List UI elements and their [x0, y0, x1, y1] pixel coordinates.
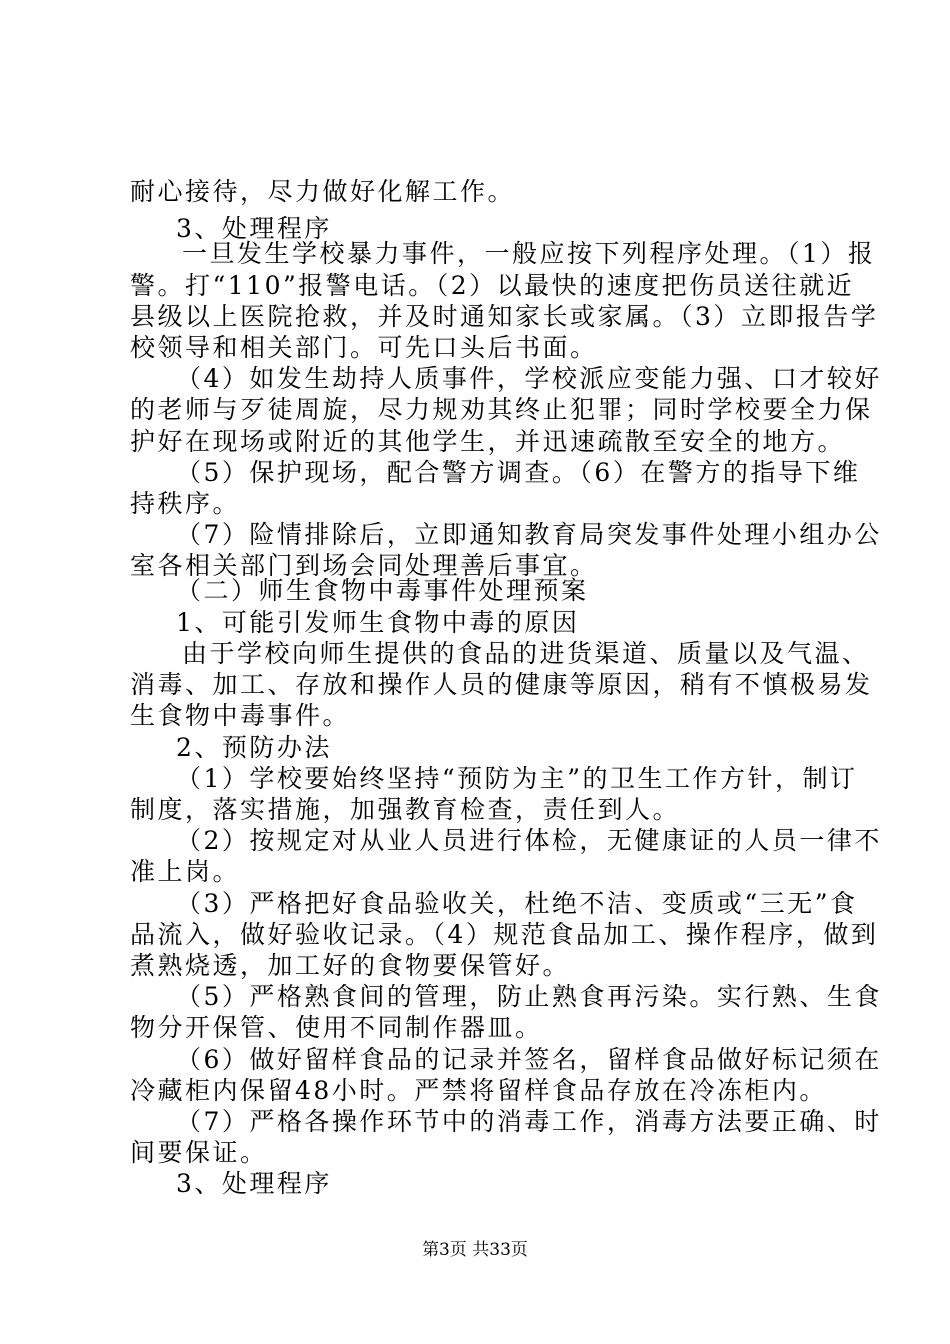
text-line: 警。打“110”报警电话。（2）以最快的速度把伤员送往就近	[130, 271, 855, 300]
text-line: 生食物中毒事件。	[130, 701, 351, 730]
text-line: 护好在现场或附近的其他学生，并迅速疏散至安全的地方。	[130, 427, 846, 456]
section-heading: （二）师生食物中毒事件处理预案	[176, 576, 589, 605]
text-line: 一旦发生学校暴力事件，一般应按下列程序处理。（1）报	[182, 239, 876, 268]
text-line: （4）如发生劫持人质事件，学校派应变能力强、口才较好	[176, 364, 882, 393]
text-line: （6）做好留样食品的记录并签名，留样食品做好标记须在	[176, 1045, 882, 1074]
text-line: 县级以上医院抢救，并及时通知家长或家属。（3）立即报告学	[130, 302, 879, 331]
text-line: （5）严格熟食间的管理，防止熟食再污染。实行熟、生食	[176, 982, 882, 1011]
text-line: 冷藏柜内保留48小时。严禁将留样食品存放在冷冻柜内。	[130, 1076, 827, 1105]
section-heading: 1、可能引发师生食物中毒的原因	[176, 608, 580, 637]
text-line: 由于学校向师生提供的食品的进货渠道、质量以及气温、	[182, 639, 870, 668]
text-line: 耐心接待，尽力做好化解工作。	[130, 177, 516, 206]
section-heading: 2、预防办法	[176, 733, 332, 762]
text-line: 品流入，做好验收记录。（4）规范食品加工、操作程序，做到	[130, 920, 879, 949]
text-line: 制度，落实措施，加强教育检查，责任到人。	[130, 795, 681, 824]
text-line: 物分开保管、使用不同制作器皿。	[130, 1013, 543, 1042]
text-line: （2）按规定对从业人员进行体检，无健康证的人员一律不	[176, 826, 882, 855]
text-line: （3）严格把好食品验收关，杜绝不洁、变质或“三无”食	[176, 889, 858, 918]
text-line: 室各相关部门到场会同处理善后事宜。	[130, 551, 598, 580]
text-line: （5）保护现场，配合警方调查。（6）在警方的指导下维	[176, 458, 861, 487]
text-line: （7）险情排除后，立即通知教育局突发事件处理小组办公	[176, 520, 882, 549]
section-heading: 3、处理程序	[176, 1169, 332, 1198]
text-line: 间要保证。	[130, 1138, 268, 1167]
text-line: 校领导和相关部门。可先口头后书面。	[130, 333, 598, 362]
text-line: 的老师与歹徒周旋，尽力规劝其终止犯罪；同时学校要全力保	[130, 395, 873, 424]
text-line: 持秩序。	[130, 489, 241, 518]
section-heading: 3、处理程序	[176, 214, 332, 243]
text-line: （7）严格各操作环节中的消毒工作，消毒方法要正确、时	[176, 1107, 882, 1136]
text-line: 消毒、加工、存放和操作人员的健康等原因，稍有不慎极易发	[130, 670, 873, 699]
text-line: 煮熟烧透，加工好的食物要保管好。	[130, 951, 571, 980]
text-line: （1）学校要始终坚持“预防为主”的卫生工作方针，制订	[176, 764, 858, 793]
page-number-footer: 第3页 共33页	[422, 1240, 528, 1260]
text-line: 准上岗。	[130, 857, 241, 886]
